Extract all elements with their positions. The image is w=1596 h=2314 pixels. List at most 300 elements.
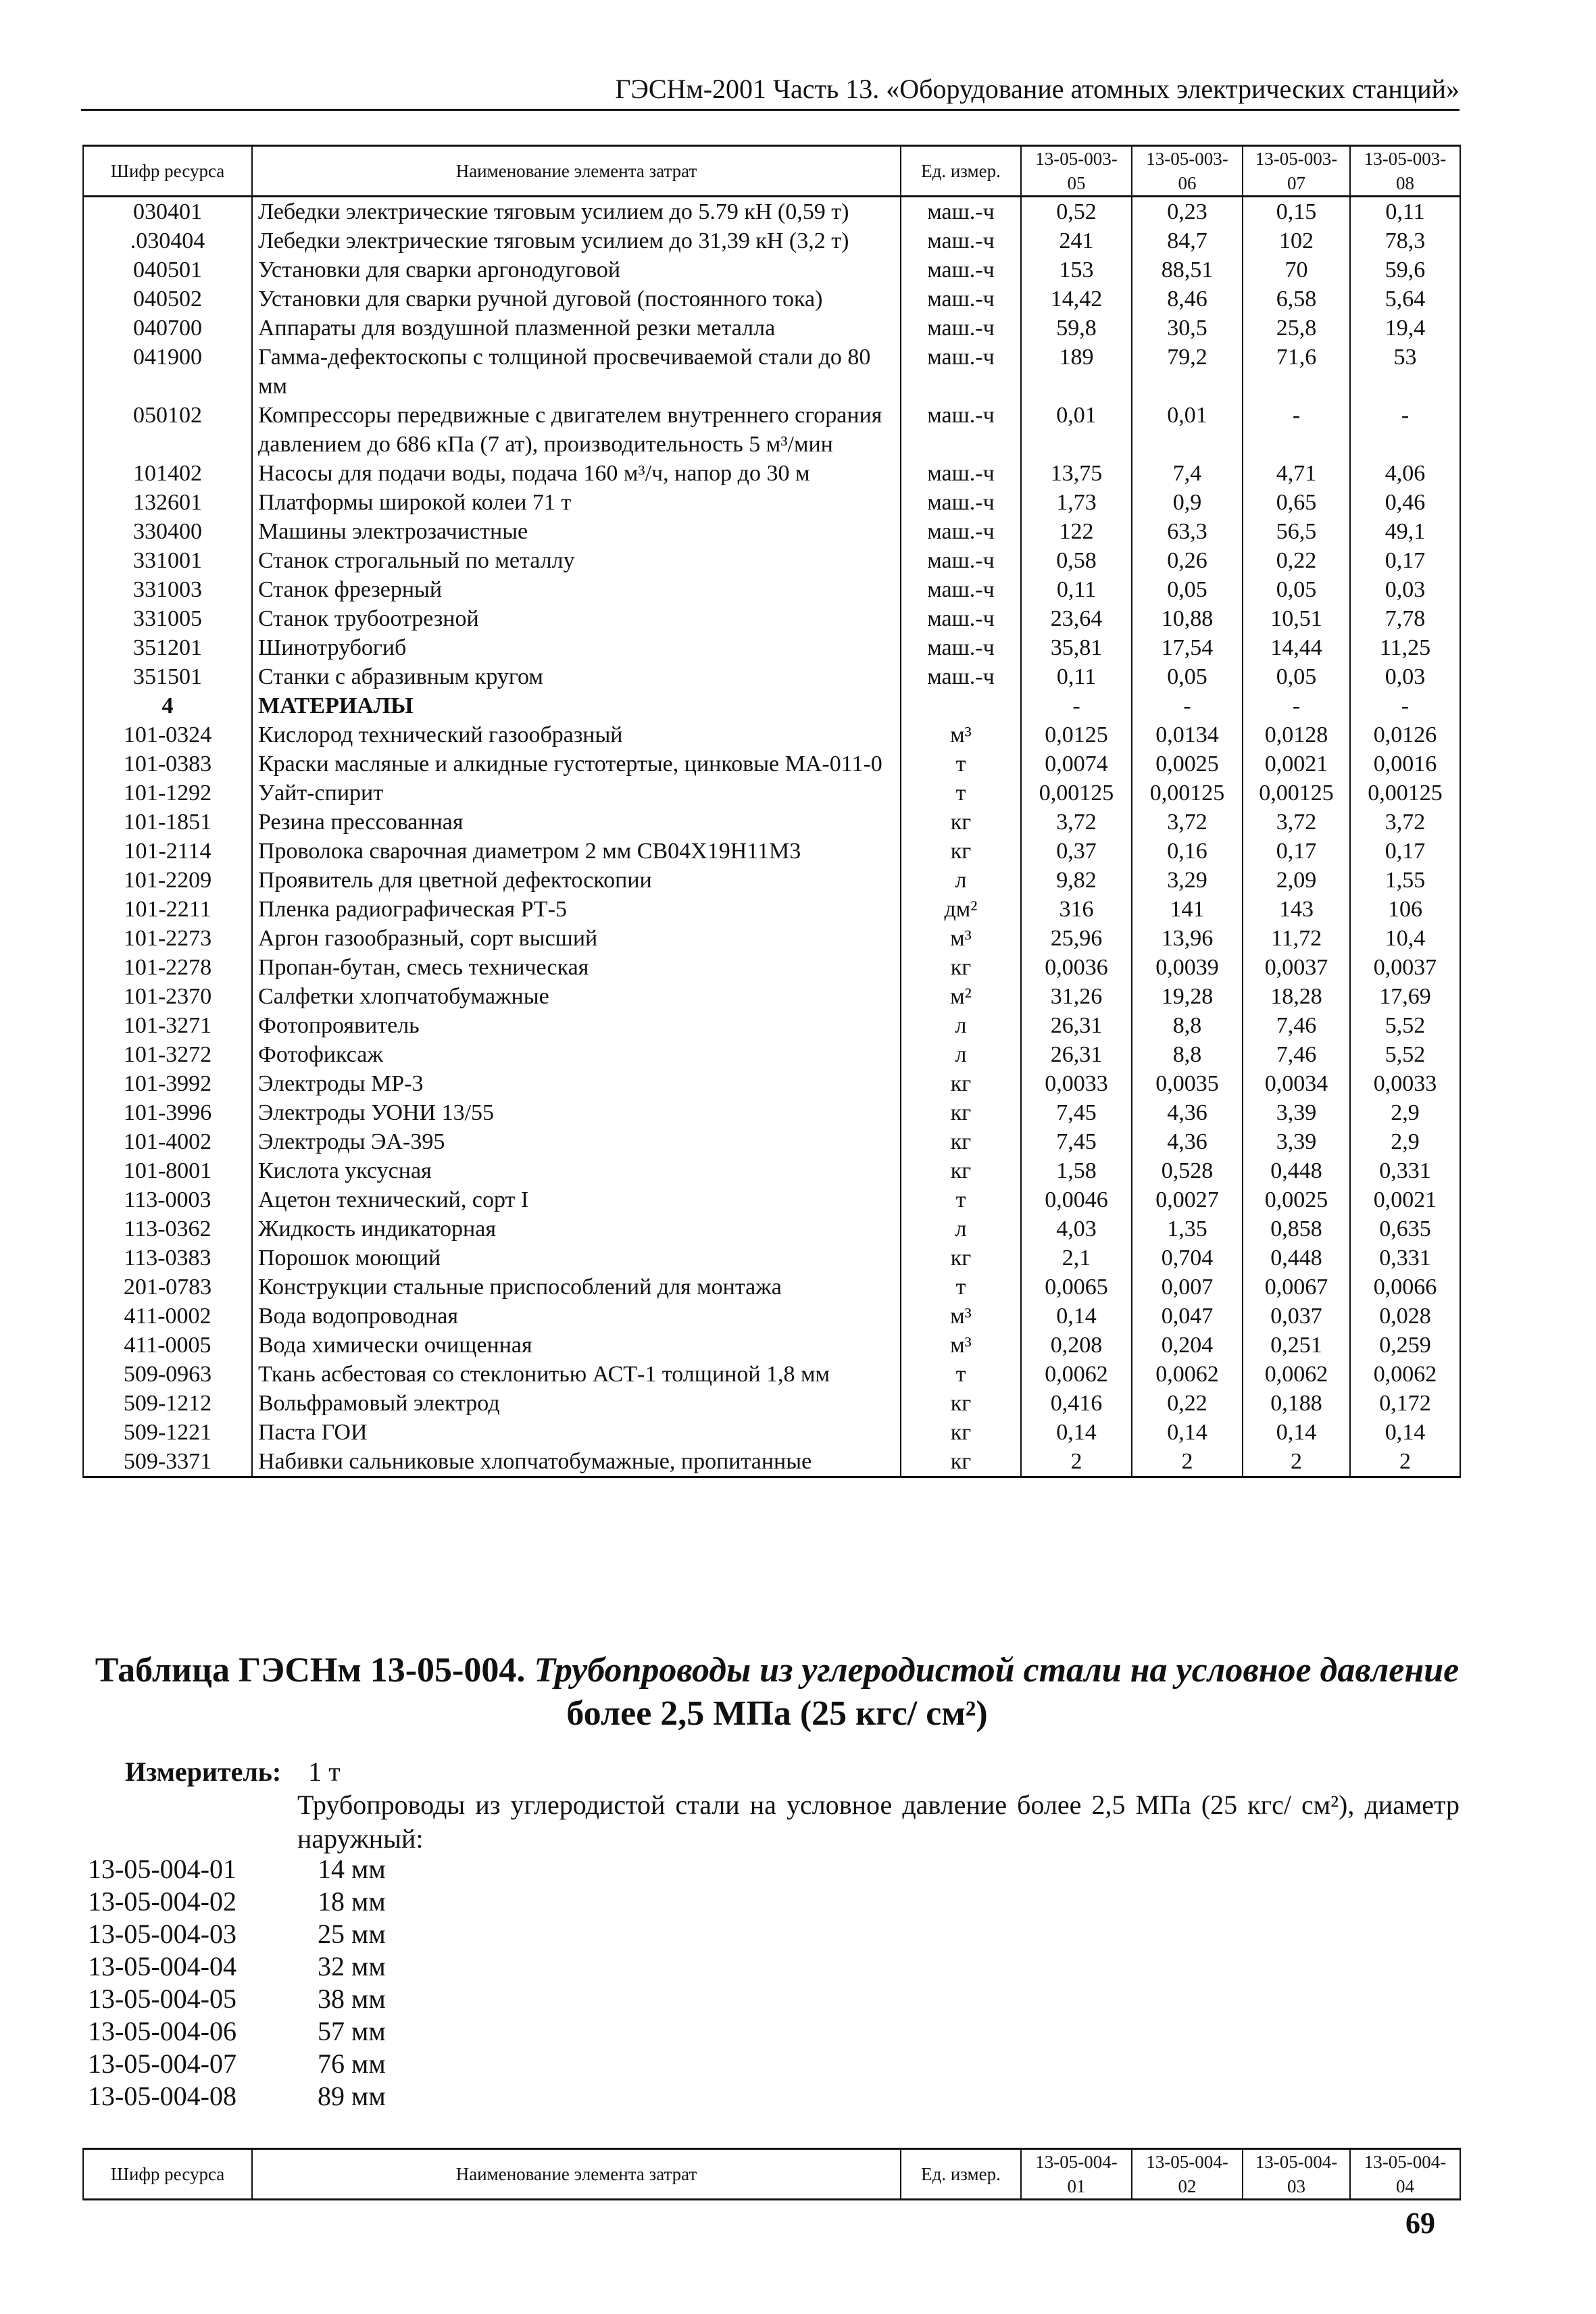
value-col-3: 0,05 [1243,575,1350,604]
pipe-diameter: 14 мм [318,1854,386,1884]
table-row [83,1214,1460,1244]
value-col-2: 0,0134 [1132,720,1243,749]
value-col-4: 78,3 [1350,226,1460,255]
resource-code: 113-0383 [83,1244,252,1273]
resource-code: 509-1212 [83,1389,252,1418]
resource-code: 4 [83,691,252,720]
table-row [83,401,1460,459]
value-col-1: 0,52 [1021,197,1132,227]
table-row [83,779,1460,808]
header-name: Наименование элемента затрат [252,2149,901,2200]
resource-unit: кг [901,953,1021,982]
resource-code: 331001 [83,546,252,575]
norm-code: 13-05-004-01 [88,1854,236,1884]
table-row [83,633,1460,662]
value-col-1: 9,82 [1021,866,1132,895]
resource-name: Конструкции стальные приспособлений для монтажа [252,1273,901,1302]
value-col-1: 0,00125 [1021,779,1132,808]
value-col-2: 0,05 [1132,575,1243,604]
value-col-1: 2,1 [1021,1244,1132,1273]
resource-code: 101-0383 [83,749,252,779]
value-col-2: 84,7 [1132,226,1243,255]
running-header: ГЭСНм-2001 Часть 13. «Оборудование атомных электрических станций» [81,73,1460,111]
header-col-2: 13-05-003-06 [1132,146,1243,197]
value-col-3: 0,0037 [1243,953,1350,982]
value-col-2: 0,0062 [1132,1360,1243,1389]
value-col-3: 11,72 [1243,924,1350,953]
value-col-2: 7,4 [1132,459,1243,488]
resource-code: 101-8001 [83,1156,252,1185]
pipe-diameter: 89 мм [318,2081,386,2111]
measure-label: Измеритель: [125,1756,282,1787]
resource-name: Станок трубоотрезной [252,604,901,633]
title-line2: более 2,5 МПа (25 кгс/ см²) [566,1694,988,1733]
header-unit: Ед. измер. [901,2149,1021,2200]
table-row [83,517,1460,546]
resource-unit: т [901,749,1021,779]
resource-code: 351201 [83,633,252,662]
table-row [83,953,1460,982]
resource-code: 509-1221 [83,1418,252,1447]
value-col-4: 0,0021 [1350,1185,1460,1214]
value-col-3: 56,5 [1243,517,1350,546]
table-row [83,895,1460,924]
value-col-4: 0,00125 [1350,779,1460,808]
table-row [83,837,1460,866]
resource-unit: маш.-ч [901,197,1021,227]
table-row [83,720,1460,749]
value-col-4: 17,69 [1350,982,1460,1011]
value-col-2: 0,14 [1132,1418,1243,1447]
resource-code: 509-0963 [83,1360,252,1389]
value-col-3: 7,46 [1243,1011,1350,1040]
resource-unit: маш.-ч [901,517,1021,546]
resource-code: 101-3996 [83,1098,252,1127]
value-col-3: 0,0034 [1243,1069,1350,1098]
resource-code: 331005 [83,604,252,633]
norm-code: 13-05-004-08 [88,2081,236,2111]
value-col-1: 0,11 [1021,575,1132,604]
resource-name: Лебедки электрические тяговым усилием до 31,39 кН (3,2 т) [252,226,901,255]
resource-code: 101-3272 [83,1040,252,1069]
value-col-4: 5,52 [1350,1011,1460,1040]
header-col-1: 13-05-003-05 [1021,146,1132,197]
value-col-4: 2,9 [1350,1098,1460,1127]
resource-unit: т [901,1360,1021,1389]
value-col-1: 7,45 [1021,1127,1132,1156]
table-row [83,691,1460,720]
value-col-1: 3,72 [1021,808,1132,837]
table-row [83,1069,1460,1098]
value-col-2: 2 [1132,1447,1243,1477]
resource-code: 101-1851 [83,808,252,837]
resource-code: 101-3992 [83,1069,252,1098]
value-col-2: 8,8 [1132,1011,1243,1040]
resource-name: Вода химически очищенная [252,1331,901,1360]
value-col-4: 2 [1350,1447,1460,1477]
value-col-3: 0,448 [1243,1156,1350,1185]
value-col-2: 88,51 [1132,255,1243,285]
value-col-3: 0,00125 [1243,779,1350,808]
value-col-4: 0,0037 [1350,953,1460,982]
value-col-4: 0,46 [1350,488,1460,517]
value-col-2: 0,204 [1132,1331,1243,1360]
title-prefix: Таблица ГЭСНм 13-05-004. [95,1651,526,1690]
value-col-2: 4,36 [1132,1127,1243,1156]
value-col-2: 4,36 [1132,1098,1243,1127]
value-col-1: 0,0125 [1021,720,1132,749]
resource-name: Электроды ЭА-395 [252,1127,901,1156]
table-row [83,285,1460,314]
measure-line [125,1756,341,1788]
resource-code: 040502 [83,285,252,314]
value-col-3: 25,8 [1243,314,1350,343]
code-list-item [88,2048,386,2080]
table-row [83,1185,1460,1214]
value-col-2: 0,0027 [1132,1185,1243,1214]
table-row [83,1156,1460,1185]
resource-unit: т [901,1185,1021,1214]
resource-unit: дм² [901,895,1021,924]
resource-name: Набивки сальниковые хлопчатобумажные, пропитанные [252,1447,901,1477]
resource-code: 040501 [83,255,252,285]
resource-name: Электроды МР-3 [252,1069,901,1098]
table-row [83,1244,1460,1273]
resource-name: Кислород технический газообразный [252,720,901,749]
value-col-3: 0,14 [1243,1418,1350,1447]
resource-unit: м³ [901,720,1021,749]
value-col-4: 0,028 [1350,1302,1460,1331]
value-col-2: 0,007 [1132,1273,1243,1302]
value-col-2: 0,9 [1132,488,1243,517]
resource-unit: л [901,866,1021,895]
resource-table [82,145,1461,1478]
resource-unit: кг [901,1127,1021,1156]
value-col-4: - [1350,691,1460,720]
resource-unit: маш.-ч [901,459,1021,488]
value-col-4: 0,0066 [1350,1273,1460,1302]
resource-code: 330400 [83,517,252,546]
resource-unit: л [901,1040,1021,1069]
value-col-2: 10,88 [1132,604,1243,633]
value-col-2: 0,00125 [1132,779,1243,808]
resource-code: 101-3271 [83,1011,252,1040]
table-row [83,662,1460,691]
resource-name: Аппараты для воздушной плазменной резки металла [252,314,901,343]
value-col-4: 0,03 [1350,662,1460,691]
resource-code: 101-2370 [83,982,252,1011]
resource-name: Кислота уксусная [252,1156,901,1185]
value-col-1: 241 [1021,226,1132,255]
header-col-3: 13-05-004-03 [1243,2149,1350,2200]
resource-code: 101-4002 [83,1127,252,1156]
value-col-2: 0,01 [1132,401,1243,459]
value-col-4: 0,0033 [1350,1069,1460,1098]
resource-name: Ткань асбестовая со стеклонитью АСТ-1 толщиной 1,8 мм [252,1360,901,1389]
resource-code: .030404 [83,226,252,255]
value-col-4: 0,03 [1350,575,1460,604]
value-col-1: 189 [1021,343,1132,401]
value-col-3: 2 [1243,1447,1350,1477]
norm-code: 13-05-004-02 [88,1886,236,1917]
value-col-3: 0,17 [1243,837,1350,866]
resource-code: 040700 [83,314,252,343]
value-col-4: 0,635 [1350,1214,1460,1244]
pipe-diameter: 32 мм [318,1951,386,1981]
resource-unit: кг [901,1447,1021,1477]
resource-code: 050102 [83,401,252,459]
value-col-1: 7,45 [1021,1098,1132,1127]
resource-name: Жидкость индикаторная [252,1214,901,1244]
resource-code: 113-0362 [83,1214,252,1244]
value-col-2: 0,528 [1132,1156,1243,1185]
value-col-3: - [1243,401,1350,459]
resource-unit: маш.-ч [901,226,1021,255]
value-col-3: 0,037 [1243,1302,1350,1331]
resource-name: Насосы для подачи воды, подача 160 м³/ч, напор до 30 м [252,459,901,488]
resource-name: Станок строгальный по металлу [252,546,901,575]
resource-unit: кг [901,1418,1021,1447]
value-col-1: 2 [1021,1447,1132,1477]
value-col-1: 13,75 [1021,459,1132,488]
value-col-1: 316 [1021,895,1132,924]
value-col-3: 0,0025 [1243,1185,1350,1214]
norm-code: 13-05-004-03 [88,1919,236,1949]
resource-unit: кг [901,1069,1021,1098]
value-col-1: 0,0065 [1021,1273,1132,1302]
header-col-1: 13-05-004-01 [1021,2149,1132,2200]
value-col-2: 0,0035 [1132,1069,1243,1098]
table-row [83,459,1460,488]
table-row [83,1011,1460,1040]
resource-unit: м³ [901,924,1021,953]
table-row [83,546,1460,575]
resource-name: Уайт-спирит [252,779,901,808]
code-list-item [88,2080,386,2113]
table-row [83,1447,1460,1477]
value-col-4: 0,331 [1350,1244,1460,1273]
resource-unit: кг [901,808,1021,837]
value-col-4: 0,17 [1350,837,1460,866]
table-row [83,1389,1460,1418]
table-row [83,1331,1460,1360]
resource-name: Паста ГОИ [252,1418,901,1447]
resource-code: 101-2209 [83,866,252,895]
value-col-1: - [1021,691,1132,720]
value-col-4: 19,4 [1350,314,1460,343]
pipe-diameter: 18 мм [318,1886,386,1917]
table-row [83,604,1460,633]
table-row [83,808,1460,837]
value-col-1: 0,0062 [1021,1360,1132,1389]
table-row [83,488,1460,517]
value-col-2: 0,0039 [1132,953,1243,982]
resource-name: Фотопроявитель [252,1011,901,1040]
resource-name: Компрессоры передвижные с двигателем внутреннего сгорания давлением до 686 кПа (7 ат), производительность 5 м³/мин [252,401,901,459]
resource-code: 041900 [83,343,252,401]
header-unit: Ед. измер. [901,146,1021,197]
value-col-1: 153 [1021,255,1132,285]
resource-code: 101-2273 [83,924,252,953]
value-col-1: 0,37 [1021,837,1132,866]
resource-unit: т [901,1273,1021,1302]
resource-name: Установки для сварки аргонодуговой [252,255,901,285]
table-row [83,1127,1460,1156]
pipe-diameter: 76 мм [318,2048,386,2079]
value-col-3: 0,0062 [1243,1360,1350,1389]
resource-unit: маш.-ч [901,343,1021,401]
table-row [83,343,1460,401]
code-list [88,1853,386,2113]
resource-name: МАТЕРИАЛЫ [252,691,901,720]
resource-name: Порошок моющий [252,1244,901,1273]
resource-name: Шинотрубогиб [252,633,901,662]
value-col-4: 4,06 [1350,459,1460,488]
table-row [83,255,1460,285]
resource-unit: маш.-ч [901,314,1021,343]
value-col-3: 0,22 [1243,546,1350,575]
value-col-2: 30,5 [1132,314,1243,343]
value-col-2: 0,16 [1132,837,1243,866]
code-list-item [88,1853,386,1886]
header-col-3: 13-05-003-07 [1243,146,1350,197]
resource-unit: кг [901,837,1021,866]
resource-code: 509-3371 [83,1447,252,1477]
table-body [83,197,1460,1477]
value-col-4: 0,0016 [1350,749,1460,779]
value-col-4: 49,1 [1350,517,1460,546]
value-col-4: 59,6 [1350,255,1460,285]
value-col-2: 13,96 [1132,924,1243,953]
value-col-1: 0,14 [1021,1302,1132,1331]
value-col-4: 5,52 [1350,1040,1460,1069]
value-col-2: 17,54 [1132,633,1243,662]
resource-code: 101402 [83,459,252,488]
value-col-3: 0,0128 [1243,720,1350,749]
resource-name: Вольфрамовый электрод [252,1389,901,1418]
resource-unit: кг [901,1098,1021,1127]
resource-name: Проволока сварочная диаметром 2 мм СВ04Х19Н11М3 [252,837,901,866]
value-col-1: 0,0074 [1021,749,1132,779]
value-col-3: 0,15 [1243,197,1350,227]
value-col-1: 0,0046 [1021,1185,1132,1214]
pipe-diameter: 25 мм [318,1919,386,1949]
resource-unit: маш.-ч [901,401,1021,459]
value-col-2: 0,26 [1132,546,1243,575]
norm-code: 13-05-004-06 [88,2016,236,2046]
value-col-4: 10,4 [1350,924,1460,953]
value-col-4: 3,72 [1350,808,1460,837]
value-col-2: 1,35 [1132,1214,1243,1244]
table-row [83,866,1460,895]
measure-value: 1 т [308,1756,341,1787]
value-col-4: 5,64 [1350,285,1460,314]
code-list-item [88,1983,386,2015]
value-col-4: 0,0062 [1350,1360,1460,1389]
value-col-1: 4,03 [1021,1214,1132,1244]
resource-name: Станки с абразивным кругом [252,662,901,691]
resource-name: Вода водопроводная [252,1302,901,1331]
title-rest: Трубопроводы из углеродистой стали на условное давление [534,1651,1460,1690]
value-col-4: 0,172 [1350,1389,1460,1418]
resource-name: Ацетон технический, сорт I [252,1185,901,1214]
resource-unit: кг [901,1156,1021,1185]
value-col-2: 19,28 [1132,982,1243,1011]
value-col-3: 102 [1243,226,1350,255]
value-col-1: 14,42 [1021,285,1132,314]
resource-code: 201-0783 [83,1273,252,1302]
value-col-4: 0,331 [1350,1156,1460,1185]
value-col-2: 3,72 [1132,808,1243,837]
value-col-4: 53 [1350,343,1460,401]
resource-code: 101-2211 [83,895,252,924]
value-col-1: 0,01 [1021,401,1132,459]
value-col-4: 2,9 [1350,1127,1460,1156]
value-col-3: 4,71 [1243,459,1350,488]
resource-unit: маш.-ч [901,255,1021,285]
value-col-3: 0,188 [1243,1389,1350,1418]
next-table-header [82,2148,1461,2200]
table-row [83,924,1460,953]
resource-unit: маш.-ч [901,604,1021,633]
value-col-2: 0,704 [1132,1244,1243,1273]
value-col-3: 3,39 [1243,1127,1350,1156]
value-col-2: - [1132,691,1243,720]
table-row [83,226,1460,255]
table-row [83,1098,1460,1127]
table-row [83,1360,1460,1389]
resource-unit: маш.-ч [901,662,1021,691]
norm-code: 13-05-004-05 [88,1984,236,2014]
header-name: Наименование элемента затрат [252,146,901,197]
resource-unit: маш.-ч [901,488,1021,517]
value-col-3: 143 [1243,895,1350,924]
resource-code: 030401 [83,197,252,227]
value-col-2: 0,0025 [1132,749,1243,779]
value-col-3: 7,46 [1243,1040,1350,1069]
resource-name: Установки для сварки ручной дуговой (постоянного тока) [252,285,901,314]
table-row [83,314,1460,343]
resource-name: Резина прессованная [252,808,901,837]
value-col-3: 2,09 [1243,866,1350,895]
value-col-3: 0,448 [1243,1244,1350,1273]
value-col-1: 0,0036 [1021,953,1132,982]
resource-code: 132601 [83,488,252,517]
value-col-1: 35,81 [1021,633,1132,662]
resource-unit: кг [901,1389,1021,1418]
value-col-1: 122 [1021,517,1132,546]
resource-name: Станок фрезерный [252,575,901,604]
value-col-4: 0,11 [1350,197,1460,227]
value-col-1: 25,96 [1021,924,1132,953]
resource-name: Проявитель для цветной дефектоскопии [252,866,901,895]
value-col-3: 0,858 [1243,1214,1350,1244]
value-col-2: 0,05 [1132,662,1243,691]
resource-code: 101-1292 [83,779,252,808]
table-row [83,1302,1460,1331]
value-col-1: 0,58 [1021,546,1132,575]
value-col-1: 26,31 [1021,1040,1132,1069]
section-description: Трубопроводы из углеродистой стали на условное давление более 2,5 МПа (25 кгс/ см²), диаметр наружный: [297,1790,1460,1854]
value-col-2: 0,22 [1132,1389,1243,1418]
value-col-3: 70 [1243,255,1350,285]
header-col-4: 13-05-004-04 [1350,2149,1460,2200]
resource-unit: м³ [901,1331,1021,1360]
value-col-3: 6,58 [1243,285,1350,314]
resource-unit: м² [901,982,1021,1011]
value-col-3: 0,0067 [1243,1273,1350,1302]
value-col-2: 141 [1132,895,1243,924]
